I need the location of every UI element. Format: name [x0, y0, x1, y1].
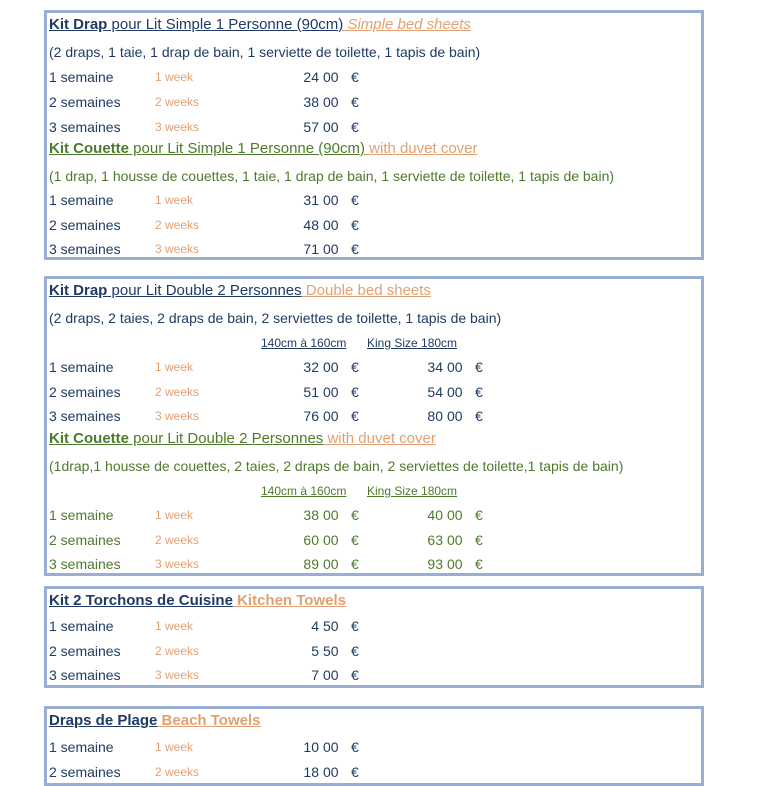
price-int: 76	[303, 408, 319, 424]
price-dec: 50	[323, 643, 339, 659]
currency: €	[351, 739, 359, 755]
size-header-king: King Size 180cm	[367, 484, 458, 498]
price-dec: 00	[323, 359, 339, 375]
price-dec: 00	[323, 739, 339, 755]
price-dec: 00	[323, 217, 339, 233]
price-king-dec: 00	[447, 408, 463, 424]
price-king-int: 54	[427, 384, 443, 400]
duration-fr: 2 semaines	[49, 764, 121, 780]
kit-drap-simple-title	[49, 16, 471, 34]
currency: €	[351, 643, 359, 659]
duration-fr: 1 semaine	[49, 359, 114, 375]
currency: €	[351, 359, 359, 375]
duration-en: 1 week	[155, 508, 194, 522]
duration-en: 1 week	[155, 619, 194, 633]
price-int: 5	[311, 643, 319, 659]
price-int: 18	[303, 764, 319, 780]
title-rest: pour Lit Double 2 Personnes	[107, 282, 302, 299]
price-row	[49, 118, 699, 136]
currency: €	[351, 241, 359, 257]
price-int: 32	[303, 359, 319, 375]
title-bold: Kit Couette	[49, 140, 129, 157]
description-text: (1drap,1 housse de couettes, 2 taies, 2 draps de bain, 2 serviettes de toilette,1 tapis de bain)	[49, 458, 624, 474]
price-row	[49, 216, 699, 234]
price-int: 60	[303, 532, 319, 548]
price-dec: 00	[323, 241, 339, 257]
price-dec: 00	[323, 507, 339, 523]
title-rest: pour Lit Double 2 Personnes	[129, 430, 324, 447]
price-int: 89	[303, 556, 319, 572]
duration-en: 3 weeks	[155, 242, 200, 256]
duration-en: 3 weeks	[155, 668, 200, 682]
duration-fr: 2 semaines	[49, 384, 121, 400]
price-dec: 00	[323, 764, 339, 780]
title-english: with duvet cover	[323, 430, 436, 447]
section-simple-bed	[44, 10, 704, 260]
kit-beach-title	[49, 712, 260, 730]
price-dec: 00	[323, 94, 339, 110]
duration-en: 1 week	[155, 193, 194, 207]
currency: €	[351, 667, 359, 683]
size-header-row	[49, 334, 699, 352]
price-dec: 00	[323, 192, 339, 208]
price-row	[49, 240, 699, 258]
price-king-dec: 00	[447, 556, 463, 572]
currency-king: €	[475, 408, 483, 424]
duration-en: 2 weeks	[155, 218, 200, 232]
price-row	[49, 617, 699, 635]
price-row	[49, 383, 699, 401]
price-row	[49, 68, 699, 86]
currency: €	[351, 384, 359, 400]
title-bold: Kit Drap	[49, 282, 108, 299]
duration-fr: 3 semaines	[49, 408, 121, 424]
kit-drap-simple-desc	[49, 43, 480, 61]
price-row	[49, 531, 699, 549]
duration-fr: 3 semaines	[49, 241, 121, 257]
currency: €	[351, 764, 359, 780]
kit-couette-double-desc	[49, 457, 623, 475]
currency: €	[351, 532, 359, 548]
price-dec: 00	[323, 69, 339, 85]
title-bold: Kit Drap	[49, 16, 108, 33]
currency-king: €	[475, 507, 483, 523]
duration-fr: 2 semaines	[49, 217, 121, 233]
price-dec: 00	[323, 408, 339, 424]
duration-fr: 3 semaines	[49, 556, 121, 572]
price-king-dec: 00	[447, 359, 463, 375]
kit-couette-simple-desc	[49, 167, 614, 185]
price-dec: 00	[323, 667, 339, 683]
price-row	[49, 93, 699, 111]
price-king-int: 63	[427, 532, 443, 548]
price-int: 4	[311, 618, 319, 634]
duration-en: 1 week	[155, 740, 194, 754]
size-header-standard: 140cm à 160cm	[261, 484, 347, 498]
price-row	[49, 506, 699, 524]
currency: €	[351, 556, 359, 572]
price-king-dec: 00	[447, 507, 463, 523]
price-row	[49, 407, 699, 425]
currency-king: €	[475, 532, 483, 548]
duration-en: 2 weeks	[155, 385, 200, 399]
price-int: 57	[303, 119, 319, 135]
price-int: 71	[303, 241, 319, 257]
size-header-row	[49, 482, 699, 500]
kit-drap-double-desc	[49, 309, 501, 327]
price-dec: 00	[323, 556, 339, 572]
duration-en: 3 weeks	[155, 409, 200, 423]
price-row	[49, 191, 699, 209]
duration-en: 2 weeks	[155, 765, 200, 779]
duration-fr: 1 semaine	[49, 192, 114, 208]
price-int: 24	[303, 69, 319, 85]
kit-kitchen-title	[49, 592, 346, 610]
duration-fr: 1 semaine	[49, 69, 114, 85]
price-int: 48	[303, 217, 319, 233]
price-int: 7	[311, 667, 319, 683]
currency-king: €	[475, 556, 483, 572]
price-int: 31	[303, 192, 319, 208]
price-king-int: 40	[427, 507, 443, 523]
duration-fr: 3 semaines	[49, 119, 121, 135]
price-king-dec: 00	[447, 532, 463, 548]
title-bold: Draps de Plage	[49, 712, 158, 729]
price-row	[49, 738, 699, 756]
duration-en: 1 week	[155, 360, 194, 374]
currency: €	[351, 507, 359, 523]
duration-fr: 1 semaine	[49, 618, 114, 634]
duration-en: 1 week	[155, 70, 194, 84]
section-kitchen-towels	[44, 586, 704, 688]
price-dec: 00	[323, 119, 339, 135]
duration-fr: 1 semaine	[49, 507, 114, 523]
currency: €	[351, 192, 359, 208]
description-text: (1 drap, 1 housse de couettes, 1 taie, 1 drap de bain, 1 serviette de toilette, 1 tapis de bain)	[49, 168, 615, 184]
duration-fr: 2 semaines	[49, 94, 121, 110]
kit-couette-simple-title	[49, 140, 478, 158]
price-row	[49, 666, 699, 684]
duration-en: 3 weeks	[155, 557, 200, 571]
currency: €	[351, 408, 359, 424]
price-dec: 00	[323, 384, 339, 400]
title-english: Simple bed sheets	[343, 16, 471, 33]
currency: €	[351, 618, 359, 634]
title-english: Beach Towels	[157, 712, 261, 729]
duration-fr: 3 semaines	[49, 667, 121, 683]
currency: €	[351, 94, 359, 110]
currency-king: €	[475, 359, 483, 375]
kit-couette-double-title	[49, 430, 436, 448]
price-row	[49, 642, 699, 660]
price-row	[49, 555, 699, 573]
currency: €	[351, 69, 359, 85]
description-text: (2 draps, 1 taie, 1 drap de bain, 1 serviette de toilette, 1 tapis de bain)	[49, 44, 481, 60]
title-english: with duvet cover	[364, 140, 478, 157]
price-int: 38	[303, 94, 319, 110]
title-rest: pour Lit Simple 1 Personne (90cm)	[107, 16, 344, 33]
currency: €	[351, 217, 359, 233]
duration-en: 3 weeks	[155, 120, 200, 134]
price-dec: 50	[323, 618, 339, 634]
duration-fr: 2 semaines	[49, 532, 121, 548]
price-king-dec: 00	[447, 384, 463, 400]
title-english: Kitchen Towels	[232, 592, 346, 609]
currency-king: €	[475, 384, 483, 400]
title-rest: pour Lit Simple 1 Personne (90cm)	[129, 140, 365, 157]
title-bold: Kit 2 Torchons de Cuisine	[49, 592, 233, 609]
duration-en: 2 weeks	[155, 533, 200, 547]
price-king-int: 80	[427, 408, 443, 424]
duration-fr: 2 semaines	[49, 643, 121, 659]
section-beach-towels	[44, 706, 704, 786]
section-double-bed	[44, 276, 704, 576]
size-header-standard: 140cm à 160cm	[261, 336, 347, 350]
title-bold: Kit Couette	[49, 430, 129, 447]
price-king-int: 93	[427, 556, 443, 572]
price-row	[49, 763, 699, 781]
price-dec: 00	[323, 532, 339, 548]
duration-en: 2 weeks	[155, 95, 200, 109]
price-int: 38	[303, 507, 319, 523]
duration-fr: 1 semaine	[49, 739, 114, 755]
size-header-king: King Size 180cm	[367, 336, 458, 350]
currency: €	[351, 119, 359, 135]
price-int: 10	[303, 739, 319, 755]
duration-en: 2 weeks	[155, 644, 200, 658]
kit-drap-double-title	[49, 282, 431, 300]
price-king-int: 34	[427, 359, 443, 375]
description-text: (2 draps, 2 taies, 2 draps de bain, 2 serviettes de toilette, 1 tapis de bain)	[49, 310, 502, 326]
price-int: 51	[303, 384, 319, 400]
title-english: Double bed sheets	[301, 282, 431, 299]
price-row	[49, 358, 699, 376]
